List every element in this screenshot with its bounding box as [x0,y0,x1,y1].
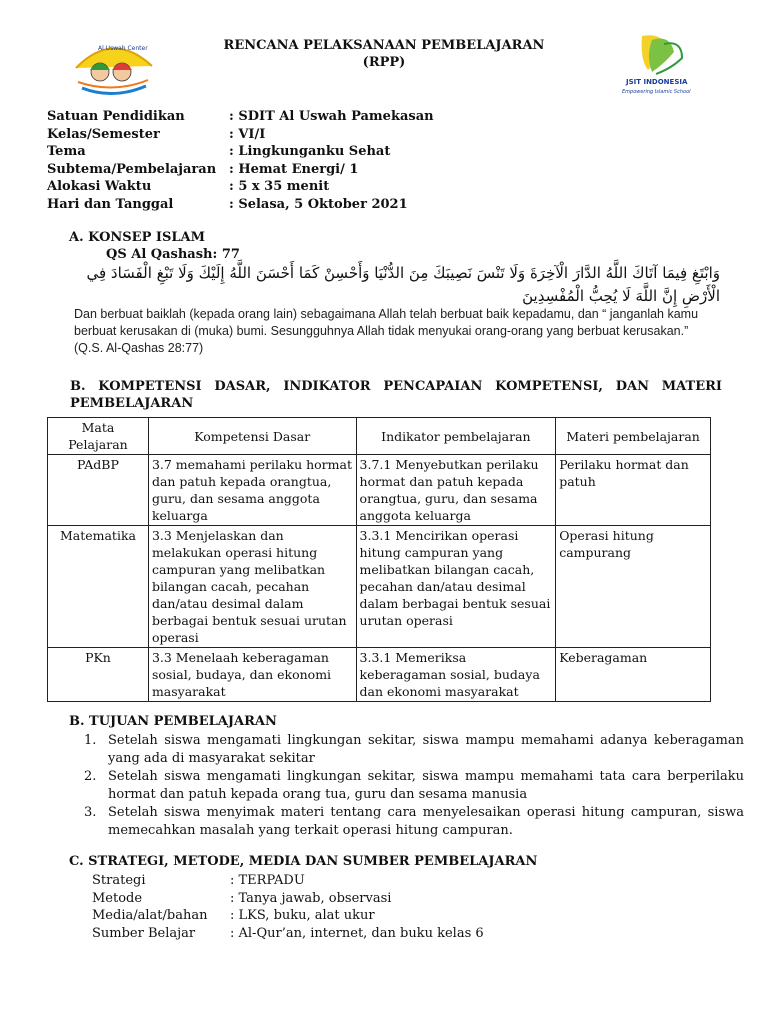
strategi-label: Strategi [92,873,146,888]
strategi-label: Media/alat/bahan [92,908,208,923]
item-number: 1. [84,733,97,748]
info-label: Hari dan Tanggal [47,196,174,212]
table-row [48,526,711,648]
info-row [47,196,727,214]
strategi-label: Metode [92,890,143,906]
column-header: Materi pembelajaran [556,418,711,455]
jsit-indonesia-logo [612,30,708,98]
info-value: : Hemat Energi/ 1 [229,161,359,177]
cell-indikator: 3.3.1 Mencirikan operasi hitung campuran yang melibatkan bilangan cacah, pecahan dan/atau desimal dalam berbagai bentuk sesuai urutan operasi [356,526,556,648]
column-header: Kompetensi Dasar [148,418,356,455]
table-row [48,648,711,702]
item-number: 2. [84,769,97,784]
quran-reference: QS Al Qashash: 77 [106,247,240,262]
kompetensi-table [47,417,711,702]
cell-materi: Operasi hitung campurang [556,526,711,648]
section-heading-konsep: A. KONSEP ISLAM [69,230,205,245]
info-label: Satuan Pendidikan [47,109,185,124]
info-label: Alokasi Waktu [47,179,152,194]
item-text: Setelah siswa mengamati lingkungan sekitar, siswa mampu memahami adanya keberagaman yang ada di masyarakat sekitar [108,733,744,766]
cell-kd: 3.3 Menelaah keberagaman sosial, budaya, dan ekonomi masyarakat [148,648,356,702]
strategi-value: : Al-Qur’an, internet, dan buku kelas 6 [230,925,484,941]
logo-name: JSIT INDONESIA [626,78,688,86]
info-row [47,143,727,161]
item-text: Setelah siswa mengamati lingkungan sekitar, siswa mampu memahami tata cara berperilaku hormat dan patuh kepada orang tua, guru dan sesama manusia [108,769,744,802]
info-label: Subtema/Pembelajaran [47,161,217,177]
verse-translation: Dan berbuat baiklah (kepada orang lain) sebagaimana Allah telah berbuat baik kepadamu, dan “ janganlah kamu berbuat kerusakan di (muka) bumi. Sesungguhnya Allah tidak menyukai orang-orang yang berbuat kerusakan.” (Q.S. Al-Qashas 28:77) [74,307,699,355]
info-label: Tema [47,144,86,159]
cell-mapel: Matematika [48,526,149,648]
strategi-row [92,872,692,890]
info-value: : SDIT Al Uswah Pamekasan [229,109,434,124]
info-row [47,161,727,179]
strategi-row [92,925,692,943]
section-heading-tujuan: B. TUJUAN PEMBELAJARAN [69,714,277,729]
info-value: : 5 x 35 menit [229,179,330,194]
list-item [84,732,744,767]
list-item [84,768,744,803]
info-row [47,108,727,126]
identity-block [47,108,727,213]
section-heading-strategi: C. STRATEGI, METODE, MEDIA DAN SUMBER PEMBELAJARAN [69,854,538,869]
cell-kd: 3.7 memahami perilaku hormat dan patuh kepada orangtua, guru, dan sesama anggota keluarga [148,455,356,526]
strategi-value: : TERPADU [230,873,305,888]
cell-materi: Keberagaman [556,648,711,702]
column-header: Mata Pelajaran [48,418,149,455]
item-text: Setelah siswa menyimak materi tentang cara menyelesaikan operasi hitung campuran, siswa memecahkan masalah yang terkait operasi hitung campuran. [108,805,744,838]
table-header-row [48,418,711,455]
doc-subtitle: (RPP) [362,55,406,70]
section-heading-kompetensi: B. KOMPETENSI DASAR, INDIKATOR PENCAPAIAN KOMPETENSI, DAN MATERI PEMBELAJARAN [70,379,722,411]
item-number: 3. [84,805,97,820]
info-value: : VI/I [229,126,266,142]
info-value: : Lingkunganku Sehat [229,144,391,159]
strategi-row [92,890,692,908]
tujuan-list [84,732,744,840]
strategi-value: : LKS, buku, alat ukur [230,908,375,923]
info-row [47,126,727,144]
info-row [47,178,727,196]
info-label: Kelas/Semester [47,126,160,142]
cell-mapel: PAdBP [48,455,149,526]
cell-indikator: 3.7.1 Menyebutkan perilaku hormat dan patuh kepada orangtua, guru, dan sesama anggota keluarga [356,455,556,526]
strategi-row [92,907,692,925]
strategi-value: : Tanya jawab, observasi [230,890,392,906]
cell-kd: 3.3 Menjelaskan dan melakukan operasi hitung campuran yang melibatkan bilangan cacah, pecahan dan/atau desimal dalam berbagai bentuk sesuai urutan operasi [148,526,356,648]
doc-title: RENCANA PELAKSANAAN PEMBELAJARAN [223,38,545,53]
info-value: : Selasa, 5 Oktober 2021 [229,196,408,212]
cell-materi: Perilaku hormat dan patuh [556,455,711,526]
table-row [48,455,711,526]
strategi-label: Sumber Belajar [92,925,196,941]
strategi-block [92,872,692,942]
list-item [84,804,744,839]
logo-text: Al Uswah Center [98,45,148,52]
arabic-verse: وَابْتَغِ فِيمَا آتَاكَ اللَّهُ الدَّارَ الْآخِرَةَ وَلَا تَنْسَ نَصِيبَكَ مِنَ الدُّنْيَا وَأَحْسِنْ كَمَا أَحْسَنَ اللَّهُ إِلَيْكَ وَلَا تَبْغِ الْفَسَادَ فِي الْأَرْضِ إِنَّ اللَّهَ لَا يُحِبُّ الْمُفْسِدِينَ [86,264,720,305]
cell-indikator: 3.3.1 Memeriksa keberagaman sosial, budaya dan ekonomi masyarakat [356,648,556,702]
column-header: Indikator pembelajaran [356,418,556,455]
cell-mapel: PKn [48,648,149,702]
logo-tagline: Empowering Islamic School [622,89,691,95]
